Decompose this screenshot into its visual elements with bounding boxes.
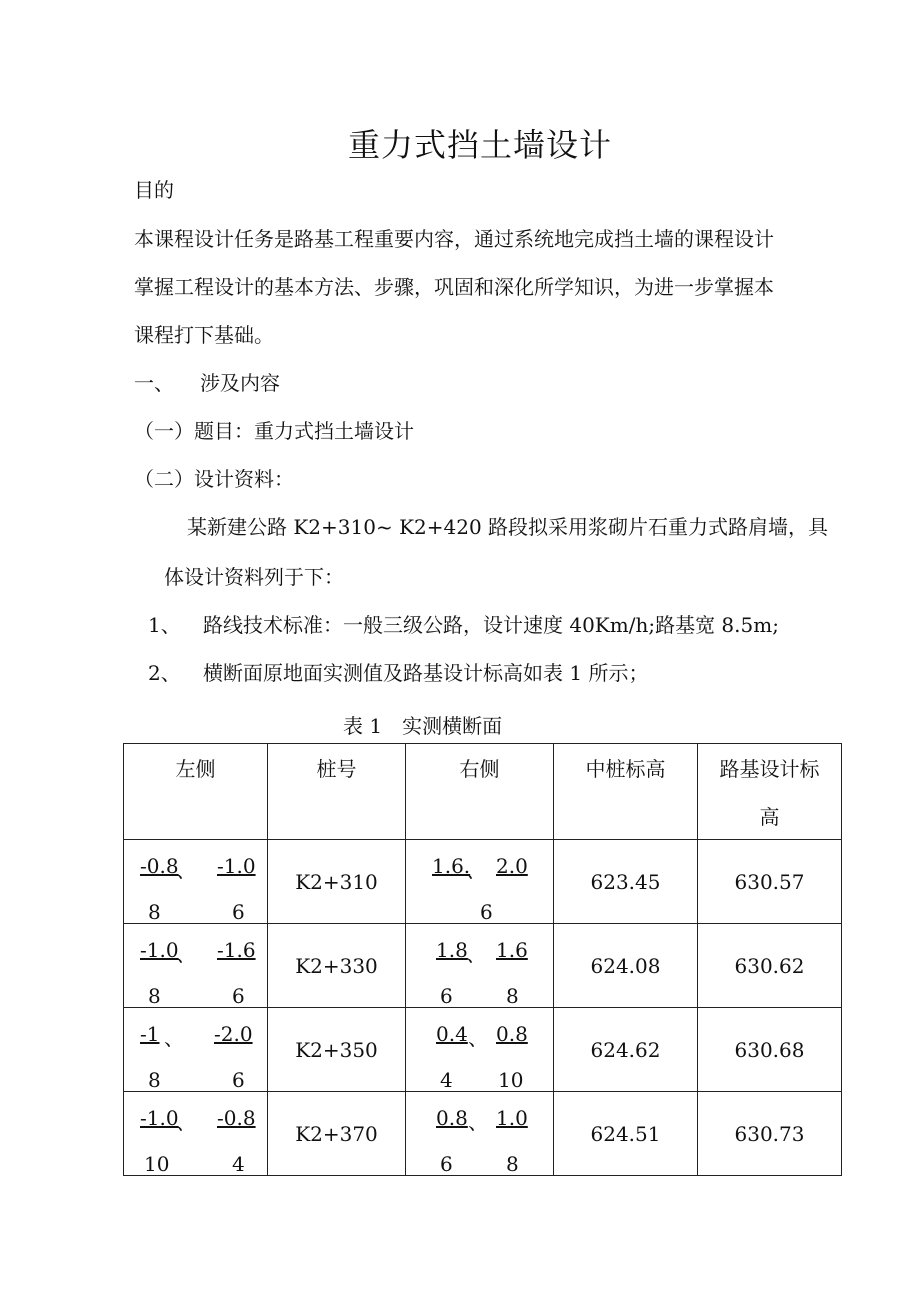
right-cell: 0.4 、 0.8 4 10 bbox=[406, 1008, 554, 1092]
purpose-line-3: 课程打下基础。 bbox=[134, 323, 274, 347]
table-row bbox=[124, 1092, 842, 1176]
cross-section-table bbox=[123, 743, 842, 1176]
header-station: 桩号 bbox=[268, 744, 406, 840]
purpose-line-2: 掌握工程设计的基本方法、步骤，巩固和深化所学知识，为进一步掌握本 bbox=[134, 275, 774, 299]
table-row bbox=[124, 840, 842, 924]
left-cell: -1.0 、 -1.6 8 6 bbox=[124, 924, 268, 1008]
paragraph-line-1: 某新建公路 K2+310~ K2+420 路段拟采用浆砌片石重力式路肩墙，具 bbox=[187, 515, 829, 539]
left-cell: -0.8 、 -1.0 8 6 bbox=[124, 840, 268, 924]
table-header-row bbox=[124, 744, 842, 840]
subsection-1: （一）题目：重力式挡土墙设计 bbox=[134, 419, 414, 443]
header-design-elevation: 路基设计标 高 bbox=[698, 744, 842, 840]
item-2-text: 横断面原地面实测值及路基设计标高如表 1 所示； bbox=[203, 661, 649, 685]
subsection-2: （二）设计资料： bbox=[134, 467, 294, 491]
design-elevation-cell: 630.62 bbox=[698, 924, 842, 1008]
station-cell: K2+350 bbox=[268, 1008, 406, 1092]
left-cell: -1.0 、 -0.8 10 4 bbox=[124, 1092, 268, 1176]
right-cell: 0.8 、 1.0 6 8 bbox=[406, 1092, 554, 1176]
table-row bbox=[124, 1008, 842, 1092]
section1-title: 涉及内容 bbox=[200, 371, 280, 395]
right-cell: 1.8 、 1.6 6 8 bbox=[406, 924, 554, 1008]
center-elevation-cell: 623.45 bbox=[554, 840, 698, 924]
table-row bbox=[124, 924, 842, 1008]
center-elevation-cell: 624.51 bbox=[554, 1092, 698, 1176]
header-center-elevation: 中桩标高 bbox=[554, 744, 698, 840]
station-cell: K2+370 bbox=[268, 1092, 406, 1176]
page-title: 重力式挡土墙设计 bbox=[347, 126, 612, 164]
station-cell: K2+310 bbox=[268, 840, 406, 924]
section1-number: 一、 bbox=[134, 371, 174, 395]
purpose-heading: 目的 bbox=[134, 178, 174, 202]
center-elevation-cell: 624.62 bbox=[554, 1008, 698, 1092]
purpose-line-1: 本课程设计任务是路基工程重要内容，通过系统地完成挡土墙的课程设计 bbox=[134, 227, 774, 251]
left-cell: -1 、 -2.0 8 6 bbox=[124, 1008, 268, 1092]
table-caption: 表 1 实测横断面 bbox=[343, 714, 503, 738]
header-left: 左侧 bbox=[124, 744, 268, 840]
right-cell: 1.6. 、 2.0 6 bbox=[406, 840, 554, 924]
paragraph-line-2: 体设计资料列于下： bbox=[164, 565, 344, 589]
header-right: 右侧 bbox=[406, 744, 554, 840]
item-1-text: 路线技术标准：一般三级公路，设计速度 40Km/h;路基宽 8.5m; bbox=[203, 613, 779, 637]
design-elevation-cell: 630.73 bbox=[698, 1092, 842, 1176]
center-elevation-cell: 624.08 bbox=[554, 924, 698, 1008]
design-elevation-cell: 630.57 bbox=[698, 840, 842, 924]
item-1-number: 1、 bbox=[148, 613, 181, 637]
design-elevation-cell: 630.68 bbox=[698, 1008, 842, 1092]
item-2-number: 2、 bbox=[148, 661, 181, 685]
station-cell: K2+330 bbox=[268, 924, 406, 1008]
